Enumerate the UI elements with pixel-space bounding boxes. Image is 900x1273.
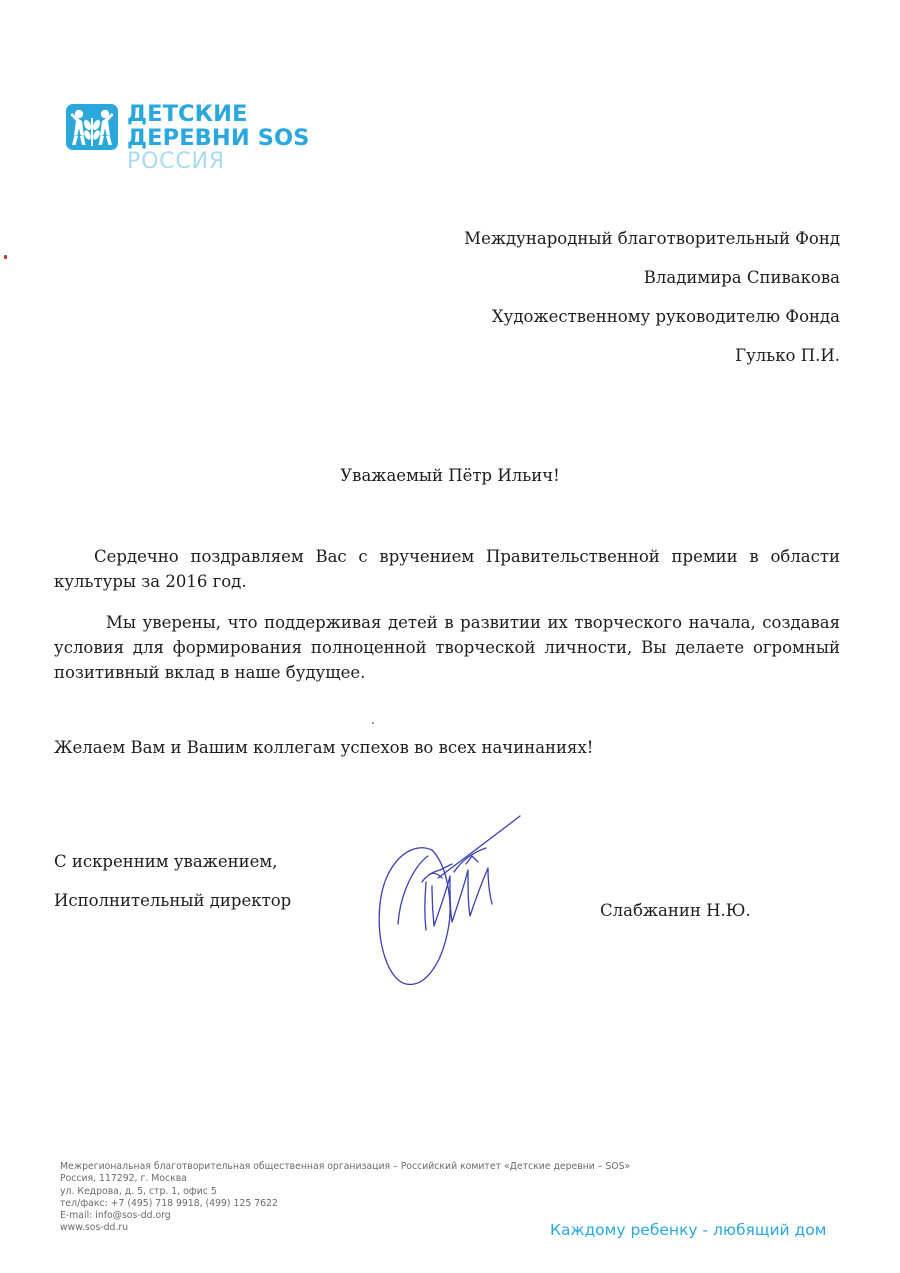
footer-slogan: Каждому ребенку - любящий дом (550, 1221, 827, 1239)
footer-web: www.sos-dd.ru (60, 1222, 129, 1234)
addressee-line: Владимира Спивакова (643, 268, 840, 287)
closing-block (54, 849, 291, 927)
logo-text (127, 103, 387, 173)
logo-line-3: РОССИЯ (127, 149, 225, 174)
scan-speck (372, 722, 374, 724)
footer-address: ул. Кедрова, д. 5, стр. 1, офис 5 (60, 1185, 217, 1197)
signer-name: Слабжанин Н.Ю. (600, 901, 751, 920)
logo-line-2: ДЕРЕВНИ SOS (127, 124, 310, 151)
addressee-line: Международный благотворительный Фонд (464, 229, 840, 248)
footer-org: Межрегиональная благотворительная общественная организация – Российский комитет «Детские деревни – SOS» (60, 1161, 631, 1172)
body-paragraph-3: Желаем Вам и Вашим коллегам успехов во всех начинаниях! (54, 738, 594, 757)
signer-position: Исполнительный директор (54, 891, 292, 910)
footer-contacts (60, 1161, 630, 1235)
closing-regards: С искренним уважением, (54, 852, 278, 871)
footer-phone: тел/факс: +7 (495) 718 9918, (499) 125 7622 (60, 1197, 278, 1209)
addressee-line: Художественному руководителю Фонда (491, 307, 840, 326)
sos-children-villages-logo-icon (66, 104, 118, 150)
salutation: Уважаемый Пётр Ильич! (340, 466, 560, 485)
addressee-block (464, 226, 840, 382)
margin-mark (4, 255, 7, 259)
body-paragraph-2: Мы уверены, что поддерживая детей в развитии их творческого начала, создавая условия для формирования полноценной творческой личности, Вы делаете огромный позитивный вклад в наше будущее. (54, 613, 840, 682)
addressee-line: Гулько П.И. (735, 346, 840, 365)
body-paragraph-1: Сердечно поздравляем Вас с вручением Правительственной премии в области культуры за 2016 год. (54, 547, 840, 591)
handwritten-signature-icon (370, 812, 530, 992)
logo-line-1: ДЕТСКИЕ (127, 101, 248, 127)
footer-email: E-mail: info@sos-dd.org (60, 1210, 171, 1222)
footer-city: Россия, 117292, г. Москва (60, 1173, 187, 1185)
